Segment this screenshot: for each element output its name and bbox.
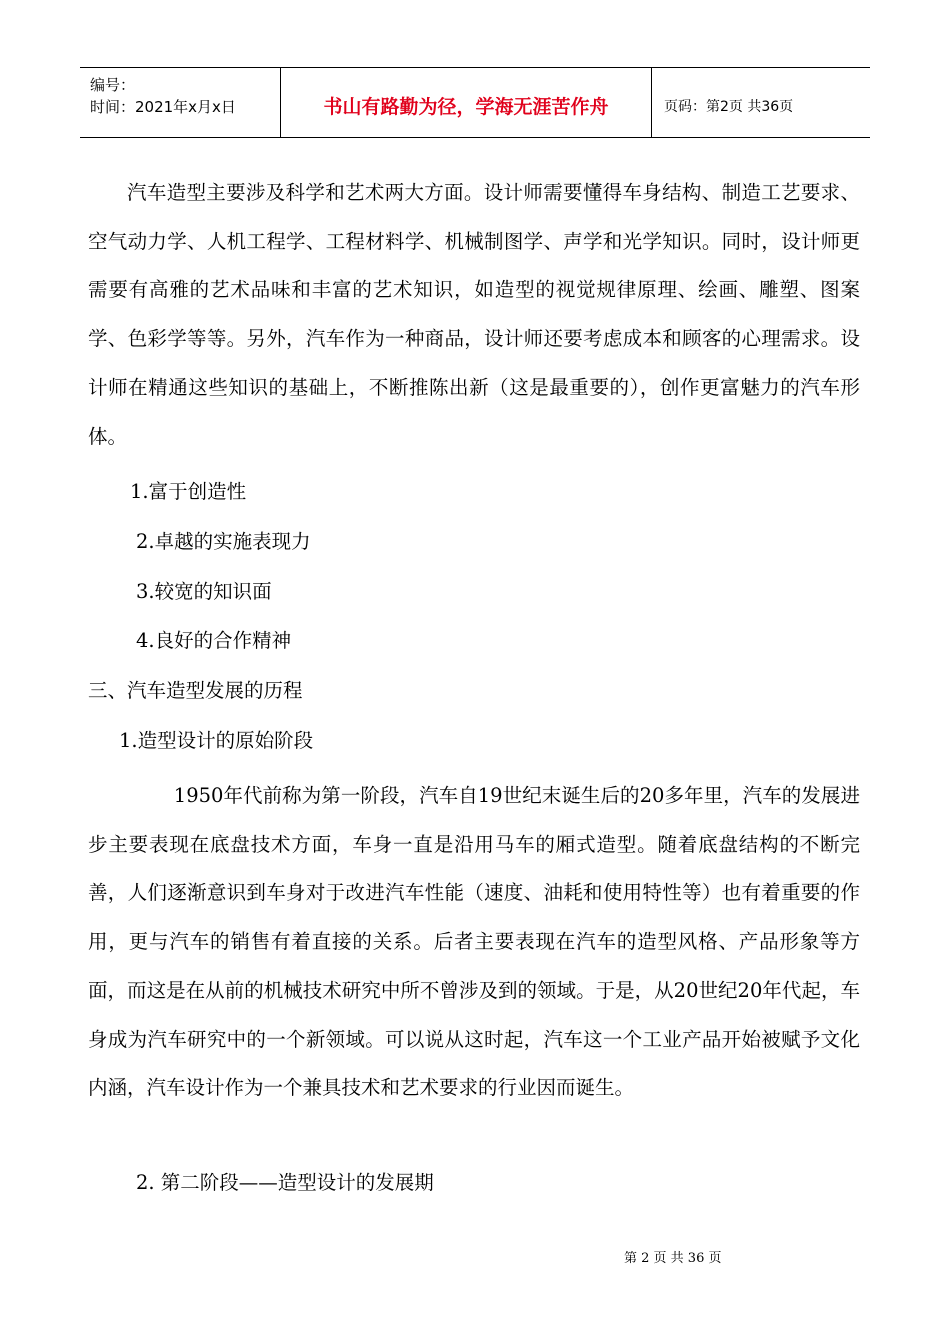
list-item-1: 1.富于创造性 <box>130 480 247 503</box>
body-paragraph-1: 汽车造型主要涉及科学和艺术两大方面。设计师需要懂得车身结构、制造工艺要求、空气动力学、人机工程学、工程材料学、机械制图学、声学和光学知识。同时，设计师更需要有高雅的艺术品味和丰富的艺术知识，如造型的视觉规律原理、绘画、雕塑、图案学、色彩学等等。另外，汽车作为一种商品，设计师还要考虑成本和顾客的心理需求。设计师在精通这些知识的基础上，不断推陈出新（这是最重要的），创作更富魅力的汽车形体。 <box>88 181 860 448</box>
body-paragraph-2: 1950年代前称为第一阶段，汽车自19世纪末诞生后的20多年里，汽车的发展进步主要表现在底盘技术方面，车身一直是沿用马车的厢式造型。随着底盘结构的不断完善，人们逐渐意识到车身对于改进汽车性能（速度、油耗和使用特性等）也有着重要的作用，更与汽车的销售有着直接的关系。后者主要表现在汽车的造型风格、产品形象等方面，而这是在从前的机械技术研究中所不曾涉及到的领域。于是，从20世纪20年代起，车身成为汽车研究中的一个新领域。可以说从这时起，汽车这一个工业产品开始被赋予文化内涵，汽车设计作为一个兼具技术和艺术要求的行业因而诞生。 <box>88 784 860 1100</box>
header-right-cell <box>652 68 870 137</box>
subheading-2: 2. 第二阶段——造型设计的发展期 <box>136 1171 434 1194</box>
header-middle-cell <box>281 68 652 137</box>
header-left-cell <box>80 68 281 137</box>
list-item-2: 2.卓越的实施表现力 <box>136 530 311 553</box>
section-heading: 三、汽车造型发展的历程 <box>88 679 303 702</box>
footer-page-number: 第 2 页 共 36 页 <box>624 1251 722 1266</box>
list-item-4: 4.良好的合作精神 <box>136 629 292 652</box>
header-motto: 书山有路勤为径，学海无涯苦作舟 <box>323 96 609 118</box>
document-time-label: 时间：2021年x月x日 <box>90 98 236 116</box>
header-table <box>80 67 870 138</box>
list-item-3: 3.较宽的知识面 <box>136 580 272 603</box>
header-page-label: 页码：第2页 共36页 <box>664 99 794 115</box>
subheading-1: 1.造型设计的原始阶段 <box>119 729 314 752</box>
document-code-label: 编号： <box>90 76 136 94</box>
